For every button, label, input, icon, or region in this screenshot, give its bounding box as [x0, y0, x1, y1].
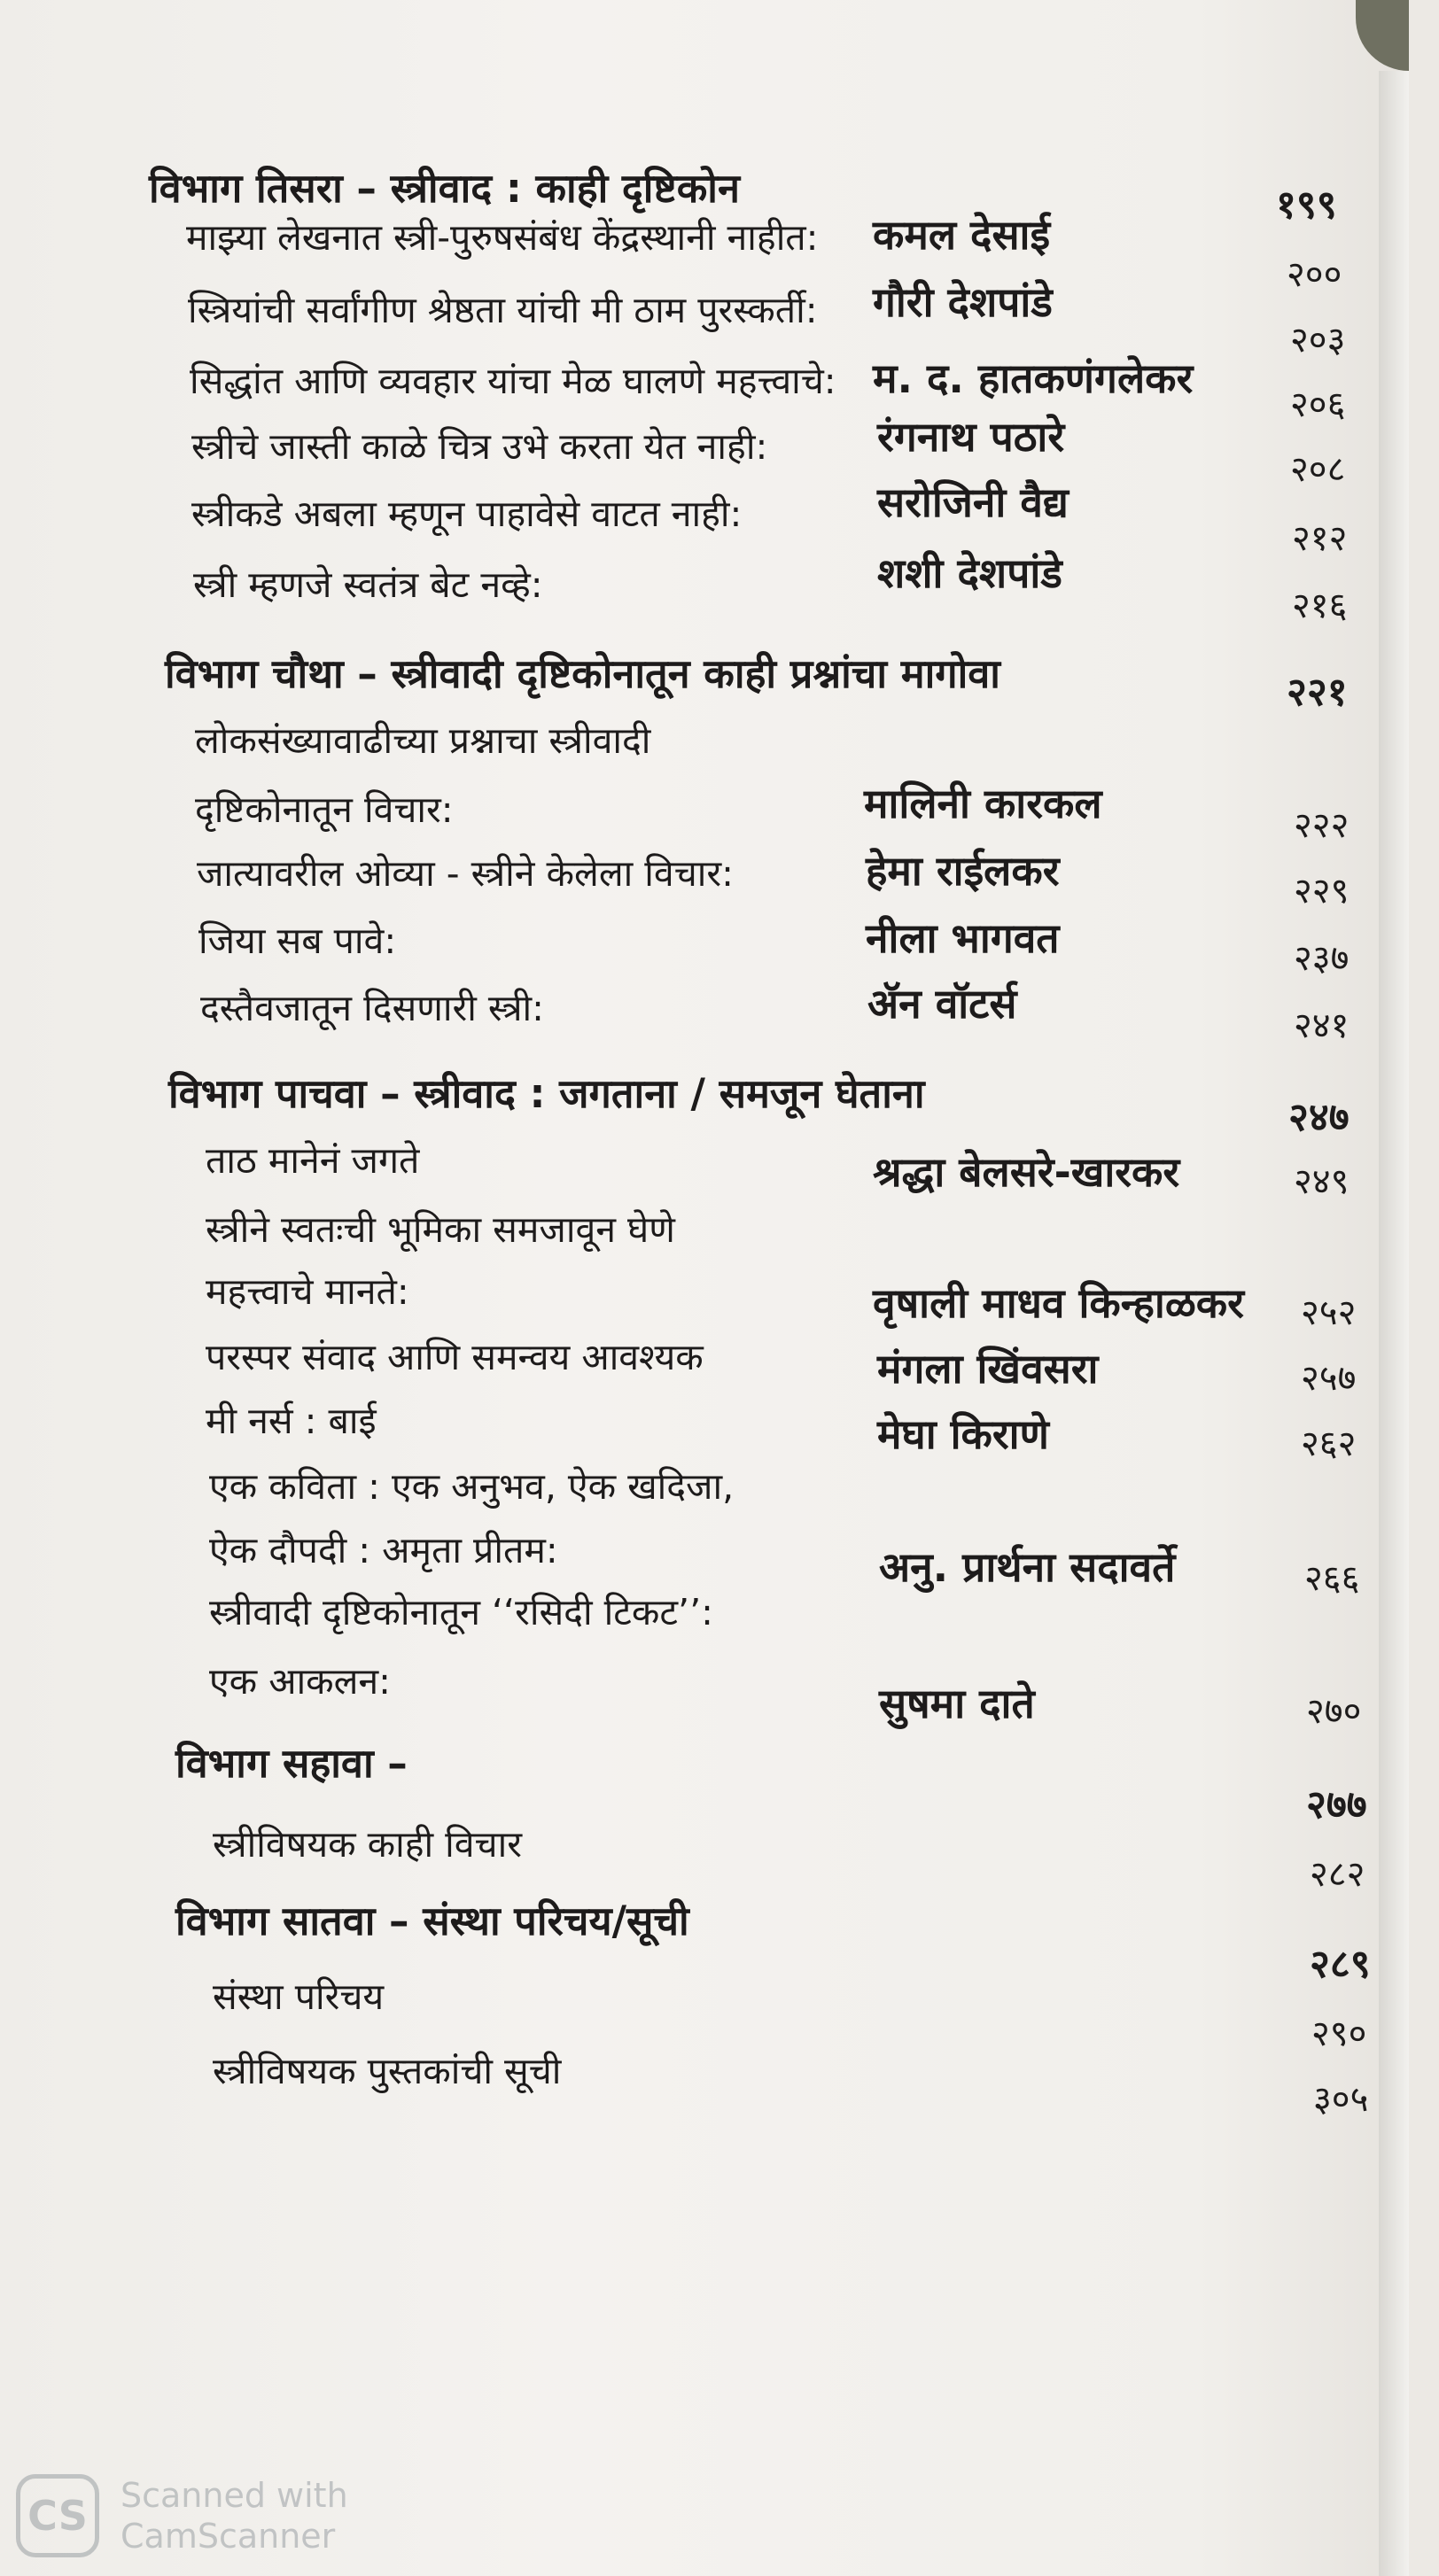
entry-page: २२९ — [1294, 871, 1350, 912]
entry-author: शशी देशपांडे — [877, 549, 1062, 597]
entry-title: दस्तैवजातून दिसणारी स्त्री: — [200, 987, 544, 1029]
entry-author: मंगला खिंवसरा — [877, 1345, 1099, 1393]
entry-title: स्त्रीविषयक पुस्तकांची सूची — [213, 2050, 562, 2092]
entry-title: स्त्रीचे जास्ती काळे चित्र उभे करता येत नाही: — [191, 425, 768, 468]
section-title: विभाग पाचवा – स्त्रीवाद : जगताना / समजून घेताना — [168, 1070, 925, 1117]
entry-page: २२२ — [1294, 805, 1350, 846]
watermark-text — [121, 2475, 348, 2557]
entry-author: नीला भागवत — [866, 914, 1060, 962]
entry-page: २०६ — [1290, 384, 1346, 425]
section-page: २२१ — [1287, 670, 1348, 715]
section-title: विभाग तिसरा – स्त्रीवाद : काही दृष्टिकोन — [149, 165, 740, 212]
entry-title: स्त्रीविषयक काही विचार — [213, 1823, 522, 1866]
entry-title: परस्पर संवाद आणि समन्वय आवश्यक — [206, 1336, 704, 1378]
entry-page: २६६ — [1304, 1558, 1360, 1599]
section-title: विभाग सातवा – संस्था परिचय/सूची — [175, 1897, 689, 1944]
entry-title: लोकसंख्यावाढीच्या प्रश्नाचा स्त्रीवादी — [195, 719, 651, 762]
entry-title-continued: दृष्टिकोनातून विचार: — [195, 788, 454, 831]
entry-page: २६२ — [1301, 1424, 1357, 1464]
entry-title: स्त्रीवादी दृष्टिकोनातून ‘‘रसिदी टिकट’’: — [209, 1591, 713, 1633]
section-page: १९९ — [1276, 182, 1337, 228]
entry-title-continued: महत्त्वाचे मानते: — [206, 1270, 409, 1313]
camscanner-watermark — [16, 2471, 348, 2560]
camscanner-logo-icon: CS — [16, 2474, 99, 2557]
entry-page: २७० — [1306, 1691, 1362, 1732]
entry-page: २१२ — [1292, 518, 1348, 559]
entry-title: स्त्रीकडे अबला म्हणून पाहावेसे वाटत नाही: — [191, 493, 743, 535]
entry-author: सुषमा दाते — [879, 1680, 1035, 1727]
entry-author: कमल देसाई — [873, 211, 1051, 259]
entry-author: वृषाली माधव किन्हाळकर — [873, 1279, 1244, 1327]
entry-title-continued: एक आकलन: — [209, 1660, 391, 1703]
entry-page: २१६ — [1292, 586, 1348, 626]
entry-author: ॲन वॉटर्स — [867, 980, 1017, 1028]
entry-page: २०० — [1287, 254, 1342, 295]
entry-page: २५७ — [1301, 1358, 1357, 1399]
entry-title: स्त्री म्हणजे स्वतंत्र बेट नव्हे: — [193, 563, 543, 606]
entry-page: २८२ — [1310, 1854, 1365, 1895]
entry-title: संस्था परिचय — [213, 1975, 385, 2018]
section-page: २७७ — [1306, 1782, 1367, 1827]
entry-author: हेमा राईलकर — [866, 847, 1060, 895]
entry-page: २०८ — [1290, 449, 1346, 490]
entry-title: स्त्रीने स्वतःची भूमिका समजावून घेणे — [206, 1208, 675, 1251]
entry-page: २४९ — [1294, 1161, 1350, 1202]
watermark-line2: CamScanner — [121, 2517, 336, 2556]
entry-author: रंगनाथ पठारे — [877, 413, 1065, 461]
entry-author: अनु. प्रार्थना सदावर्ते — [879, 1543, 1176, 1591]
section-page: २४७ — [1288, 1095, 1350, 1140]
section-title: विभाग सहावा – — [175, 1740, 408, 1787]
entry-page: २९० — [1311, 2013, 1367, 2054]
entry-title: जिया सब पावे: — [198, 919, 397, 962]
section-page: २८९ — [1310, 1942, 1371, 1987]
entry-title: एक कविता : एक अनुभव, ऐक खदिजा, — [209, 1465, 735, 1508]
entry-author: म. द. हातकणंगलेकर — [873, 354, 1194, 402]
entry-title: सिद्धांत आणि व्यवहार यांचा मेळ घालणे महत्त्वाचे: — [190, 360, 836, 402]
entry-page: २०३ — [1290, 320, 1346, 361]
entry-title: जात्यावरील ओव्या - स्त्रीने केलेला विचार: — [197, 852, 734, 895]
entry-page: २३७ — [1294, 938, 1350, 979]
section-title: विभाग चौथा – स्त्रीवादी दृष्टिकोनातून काही प्रश्नांचा मागोवा — [165, 650, 1000, 697]
entry-page: ३०५ — [1313, 2079, 1369, 2120]
watermark-line1: Scanned with — [121, 2476, 348, 2515]
entry-page: २४१ — [1294, 1005, 1350, 1046]
entry-author: मेघा किराणे — [877, 1410, 1049, 1458]
entry-title: स्त्रियांची सर्वांगीण श्रेष्ठता यांची मी ठाम पुरस्कर्ती: — [188, 289, 818, 331]
entry-author: गौरी देशपांडे — [873, 278, 1053, 326]
entry-author: मालिनी कारकल — [864, 780, 1102, 827]
entry-title: ताठ मानेनं जगते — [206, 1139, 420, 1182]
entry-page: २५२ — [1301, 1292, 1357, 1333]
entry-title-continued: ऐक दौपदी : अमृता प्रीतम: — [209, 1529, 558, 1571]
entry-title: मी नर्स : बाई — [206, 1400, 377, 1442]
entry-title: माझ्या लेखनात स्त्री-पुरुषसंबंध केंद्रस्थानी नाहीत: — [186, 216, 819, 259]
entry-author: श्रद्धा बेलसरे-खारकर — [873, 1148, 1180, 1196]
entry-author: सरोजिनी वैद्य — [877, 478, 1069, 526]
